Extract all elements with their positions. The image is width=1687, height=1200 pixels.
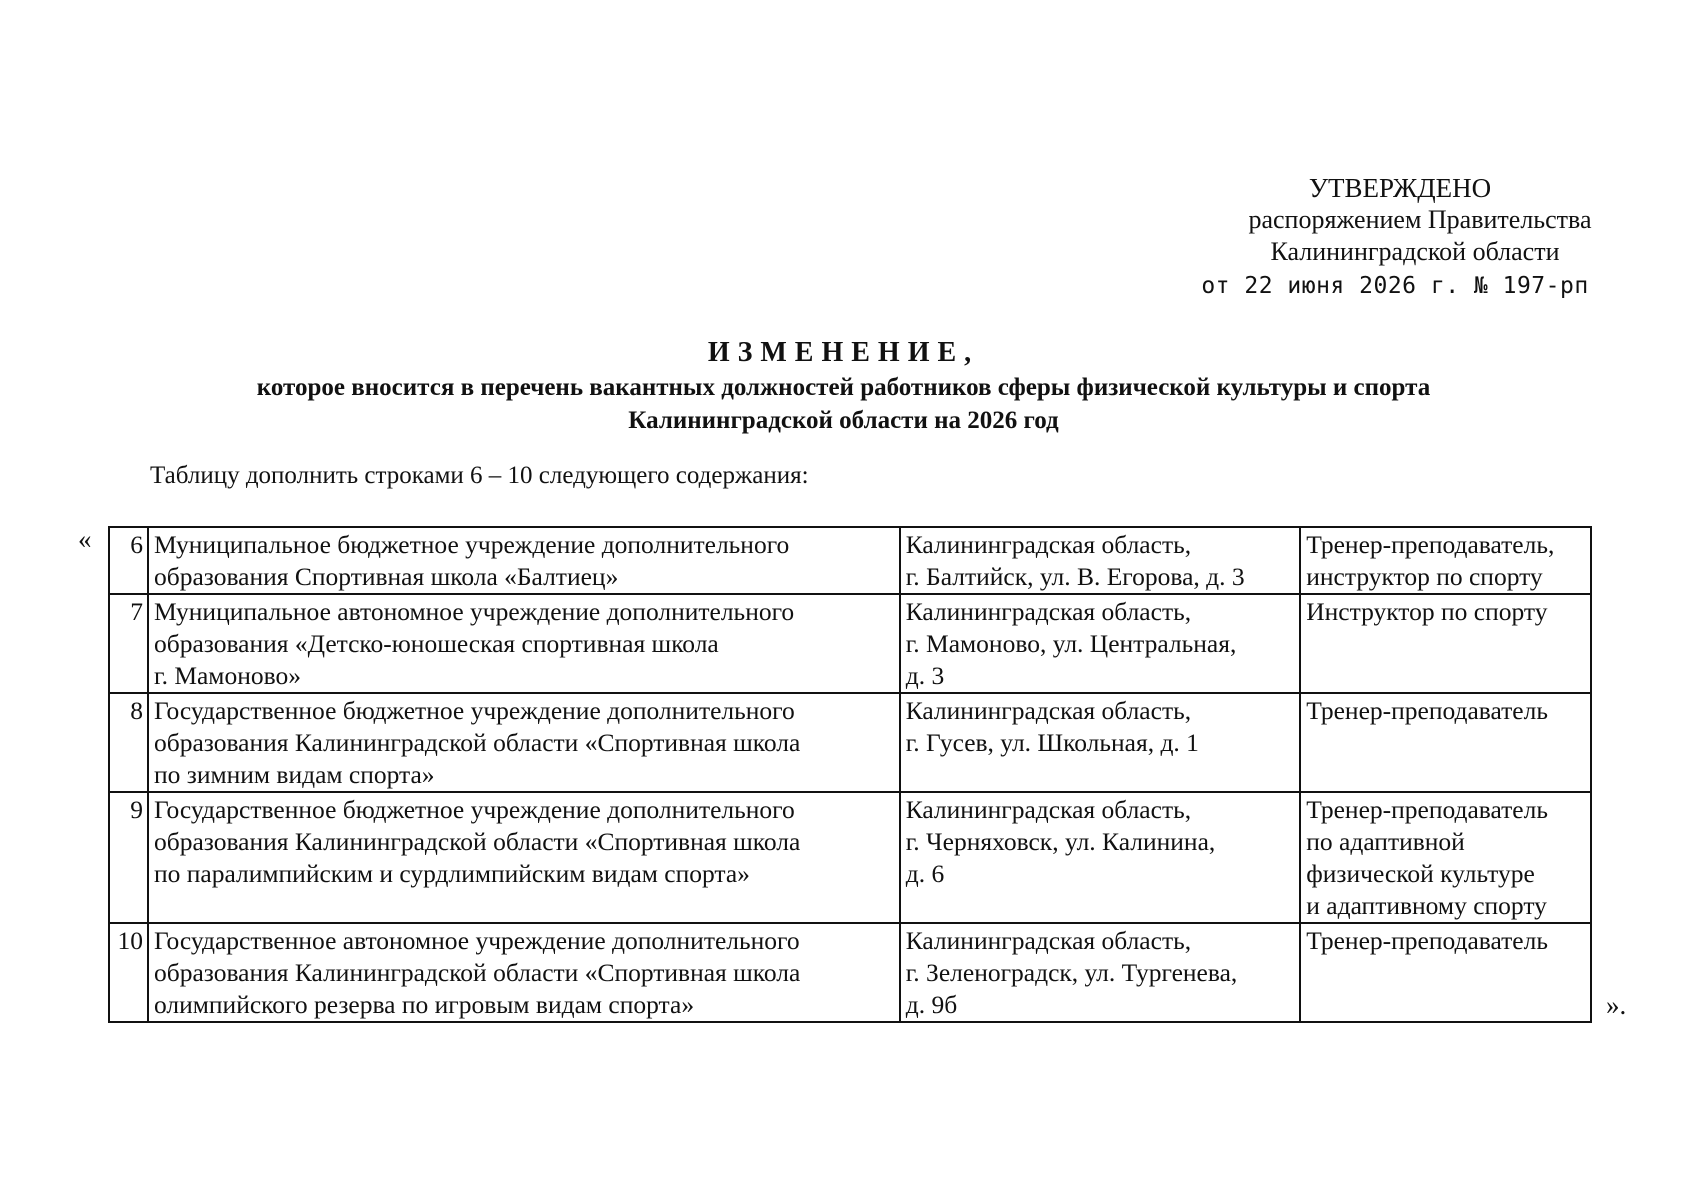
organization-cell — [148, 923, 900, 1022]
organization-cell-line: образования Калининградской области «Спортивная школа — [153, 728, 801, 757]
organization-cell-line: Государственное автономное учреждение дополнительного — [153, 926, 800, 955]
address-cell-line: Калининградская область, — [905, 696, 1192, 725]
position-cell — [1300, 923, 1591, 1022]
table-row — [109, 923, 1591, 1022]
position-cell-line: и адаптивному спорту — [1306, 891, 1547, 920]
row-number: 9 — [109, 792, 148, 923]
address-cell-line: д. 6 — [905, 859, 945, 888]
organization-cell-line: по паралимпийским и сурдлимпийским видам спорта» — [153, 859, 750, 888]
position-cell-line: инструктор по спорту — [1306, 562, 1543, 591]
address-cell — [900, 923, 1301, 1022]
address-cell-line: Калининградская область, — [905, 597, 1192, 626]
table-row — [109, 594, 1591, 693]
address-cell-line: г. Мамоново, ул. Центральная, — [905, 629, 1237, 658]
title-main: ИЗМЕНЕНИЕ, — [707, 337, 980, 368]
address-cell — [900, 527, 1301, 594]
address-cell-line: д. 9б — [905, 990, 958, 1019]
position-cell — [1300, 594, 1591, 693]
organization-cell-line: олимпийского резерва по игровым видам спорта» — [153, 990, 695, 1019]
organization-cell — [148, 594, 900, 693]
address-cell — [900, 693, 1301, 792]
organization-cell — [148, 792, 900, 923]
position-cell — [1300, 693, 1591, 792]
organization-cell-line: образования Калининградской области «Спортивная школа — [153, 827, 801, 856]
organization-cell-line: образования Калининградской области «Спортивная школа — [153, 958, 801, 987]
position-cell-line: по адаптивной — [1306, 827, 1465, 856]
approval-date: от 22 июня 2026 г. № 197-рп — [1201, 273, 1589, 299]
position-cell — [1300, 792, 1591, 923]
organization-cell — [148, 693, 900, 792]
address-cell-line: г. Черняховск, ул. Калинина, — [905, 827, 1216, 856]
organization-cell-line: г. Мамоново» — [153, 661, 301, 690]
closing-quote: ». — [1606, 990, 1627, 1020]
opening-quote: « — [78, 524, 92, 554]
row-number: 8 — [109, 693, 148, 792]
position-cell-line: Инструктор по спорту — [1306, 597, 1548, 626]
position-cell-line: Тренер-преподаватель — [1306, 696, 1548, 725]
row-number: 6 — [109, 527, 148, 594]
approval-line-2: распоряжением Правительства — [1248, 205, 1592, 234]
organization-cell — [148, 527, 900, 594]
title-sub-2: Калининградской области на 2026 год — [628, 407, 1059, 434]
organization-cell-line: Государственное бюджетное учреждение дополнительного — [153, 795, 795, 824]
title-sub-1: которое вносится в перечень вакантных должностей работников сферы физической культуры и спорта — [256, 374, 1431, 401]
organization-cell-line: образования Спортивная школа «Балтиец» — [153, 562, 619, 591]
address-cell-line: Калининградская область, — [905, 530, 1192, 559]
address-cell-line: г. Балтийск, ул. В. Егорова, д. 3 — [905, 562, 1245, 591]
row-number: 10 — [109, 923, 148, 1022]
approval-stamp — [1180, 172, 1610, 302]
address-cell-line: д. 3 — [905, 661, 945, 690]
position-cell-line: Тренер-преподаватель — [1306, 926, 1548, 955]
intro-text: Таблицу дополнить строками 6 – 10 следующего содержания: — [150, 462, 809, 489]
approval-line-3: Калининградской области — [1270, 237, 1560, 266]
vacancy-table — [108, 526, 1592, 1023]
organization-cell-line: образования «Детско-юношеская спортивная школа — [153, 629, 719, 658]
address-cell-line: Калининградская область, — [905, 795, 1192, 824]
address-cell — [900, 792, 1301, 923]
organization-cell-line: Муниципальное автономное учреждение дополнительного — [153, 597, 795, 626]
document-title — [0, 335, 1687, 437]
position-cell-line: физической культуре — [1306, 859, 1535, 888]
organization-cell-line: по зимним видам спорта» — [153, 760, 435, 789]
table-row — [109, 693, 1591, 792]
address-cell-line: г. Гусев, ул. Школьная, д. 1 — [905, 728, 1199, 757]
position-cell-line: Тренер-преподаватель — [1306, 795, 1548, 824]
position-cell-line: Тренер-преподаватель, — [1306, 530, 1555, 559]
address-cell-line: Калининградская область, — [905, 926, 1192, 955]
approval-heading: УТВЕРЖДЕНО — [1308, 173, 1492, 203]
address-cell — [900, 594, 1301, 693]
organization-cell-line: Муниципальное бюджетное учреждение дополнительного — [153, 530, 790, 559]
organization-cell-line: Государственное бюджетное учреждение дополнительного — [153, 696, 795, 725]
table-row — [109, 792, 1591, 923]
table-row — [109, 527, 1591, 594]
row-number: 7 — [109, 594, 148, 693]
address-cell-line: г. Зеленоградск, ул. Тургенева, — [905, 958, 1238, 987]
position-cell — [1300, 527, 1591, 594]
